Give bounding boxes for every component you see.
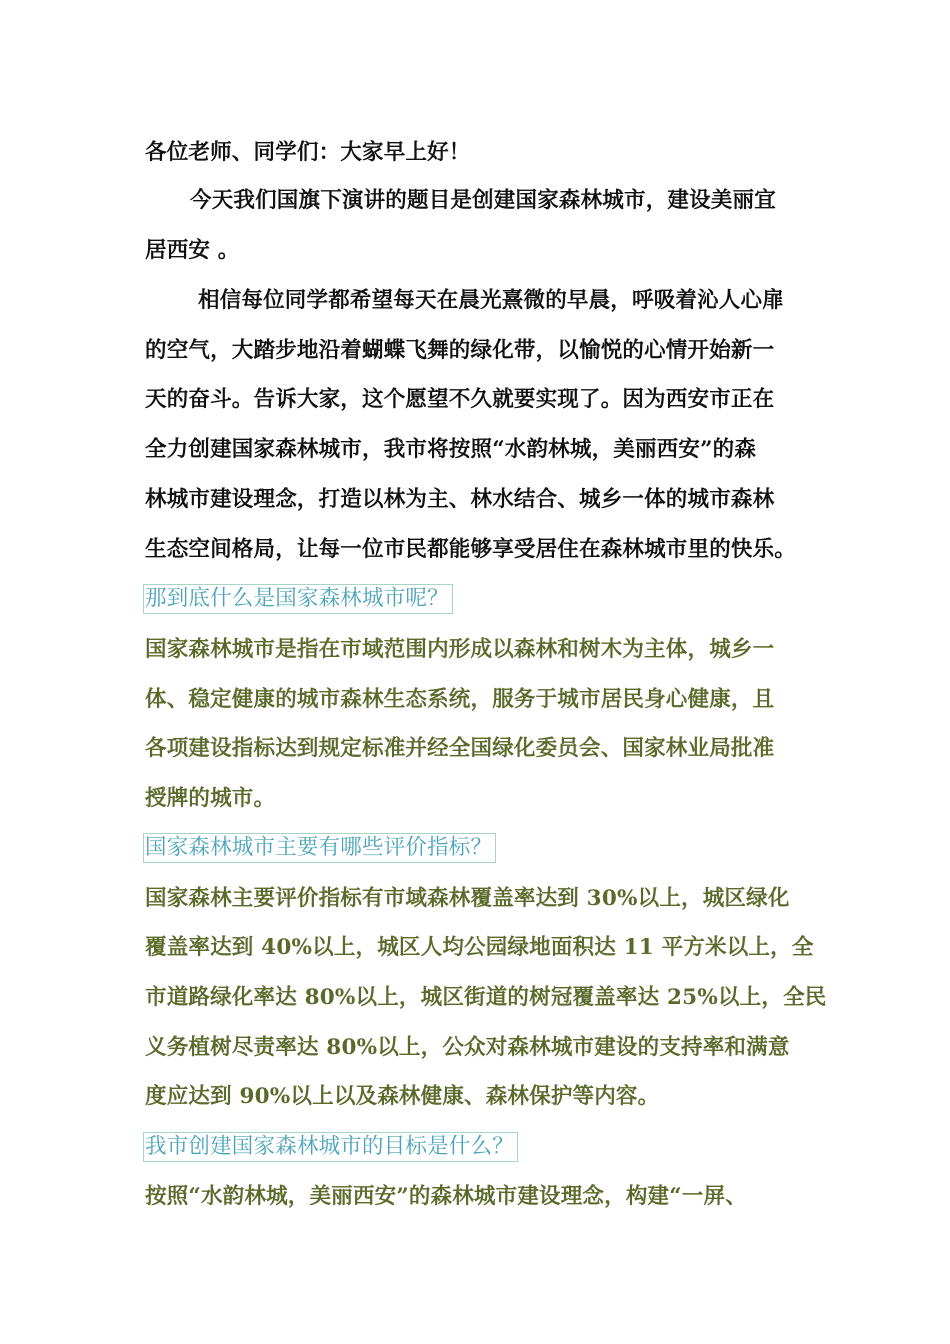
answer1-line-1: 国家森林城市是指在市域范围内形成以森林和树木为主体，城乡一	[145, 637, 775, 662]
para1-line-4: 全力创建国家森林城市，我市将按照“水韵林城，美丽西安”的森	[145, 437, 757, 462]
greeting-line: 各位老师、同学们：大家早上好！	[145, 140, 471, 165]
answer2-line-4: 义务植树尽责率达 80%以上，公众对森林城市建设的支持率和满意	[145, 1035, 790, 1060]
answer2-line-2: 覆盖率达到 40%以上，城区人均公园绿地面积达 11 平方米以上，全	[145, 935, 814, 960]
heading-evaluation-indicators: 国家森林城市主要有哪些评价指标？	[143, 833, 496, 863]
answer1-line-3: 各项建设指标达到规定标准并经全国绿化委员会、国家林业局批准	[145, 736, 775, 761]
answer1-line-2: 体、稳定健康的城市森林生态系统，服务于城市居民身心健康，且	[145, 687, 775, 712]
para1-line-1: 相信每位同学都希望每天在晨光熹微的早晨，呼吸着沁人心扉	[198, 288, 784, 313]
para1-line-2: 的空气，大踏步地沿着蝴蝶飞舞的绿化带，以愉悦的心情开始新一	[145, 338, 775, 363]
intro-line-1: 今天我们国旗下演讲的题目是创建国家森林城市，建设美丽宜	[190, 188, 776, 213]
para1-line-6: 生态空间格局，让每一位市民都能够享受居住在森林城市里的快乐。	[145, 537, 797, 562]
answer3-line-1: 按照“水韵林城，美丽西安”的森林城市建设理念，构建“一屏、	[145, 1184, 747, 1209]
para1-line-3: 天的奋斗。告诉大家，这个愿望不久就要实现了。因为西安市正在	[145, 387, 775, 412]
intro-line-2: 居西安 。	[145, 238, 240, 263]
para1-line-5: 林城市建设理念，打造以林为主、林水结合、城乡一体的城市森林	[145, 487, 775, 512]
heading-what-is-forest-city: 那到底什么是国家森林城市呢？	[143, 584, 453, 614]
heading-city-goal: 我市创建国家森林城市的目标是什么？	[143, 1132, 518, 1162]
answer2-line-5: 度应达到 90%以上以及森林健康、森林保护等内容。	[145, 1084, 660, 1109]
answer1-line-4: 授牌的城市。	[145, 786, 276, 811]
answer2-line-1: 国家森林主要评价指标有市域森林覆盖率达到 30%以上，城区绿化	[145, 886, 790, 911]
answer2-line-3: 市道路绿化率达 80%以上，城区街道的树冠覆盖率达 25%以上，全民	[145, 985, 827, 1010]
